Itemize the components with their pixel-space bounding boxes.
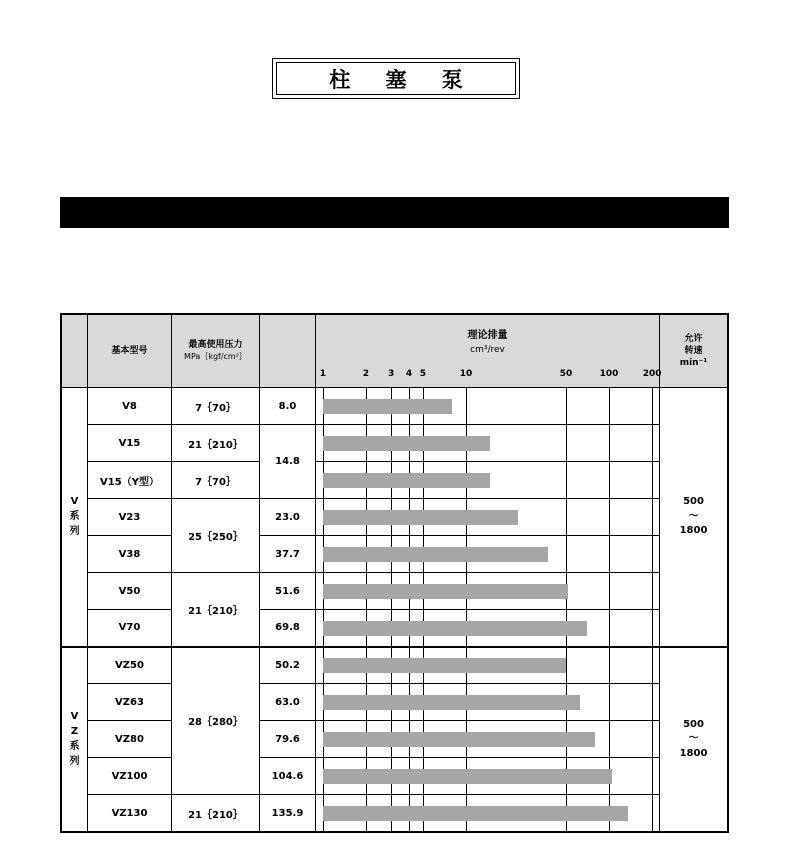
chart-gridline <box>652 462 653 498</box>
cell-displacement: 69.8 <box>260 610 316 647</box>
cell-displacement: 23.0 <box>260 499 316 536</box>
chart-header-inner <box>316 323 662 379</box>
chart-bar <box>323 658 566 673</box>
header-pressure <box>172 315 260 388</box>
chart-bar <box>323 436 490 451</box>
cell-chart-bar <box>316 499 660 536</box>
cell-chart-bar <box>316 462 660 499</box>
chart-gridline <box>566 536 567 572</box>
table-header-row <box>62 315 728 388</box>
header-chart <box>316 315 660 388</box>
chart-gridline <box>652 721 653 757</box>
chart-gridline <box>609 388 610 424</box>
cell-displacement: 14.8 <box>260 425 316 499</box>
cell-speed-range: 500 〜 1800 <box>660 647 728 832</box>
axis-tick-label: 50 <box>559 369 573 379</box>
table-row <box>62 795 728 832</box>
axis-tick-label: 200 <box>642 369 662 379</box>
chart-bar <box>323 399 452 414</box>
table-body <box>62 315 728 832</box>
cell-chart-bar <box>316 425 660 462</box>
chart-title: 理论排量 cm³/rev <box>467 330 508 355</box>
cell-pressure: 21｛210｝ <box>172 425 260 462</box>
cell-pressure: 28｛280｝ <box>172 647 260 795</box>
axis-tick-label: 3 <box>387 369 395 379</box>
chart-gridline <box>609 610 610 646</box>
chart-axis <box>316 365 662 379</box>
chart-bar <box>323 806 628 821</box>
table-row <box>62 536 728 573</box>
chart-gridline <box>609 425 610 461</box>
specification-table <box>60 313 729 833</box>
cell-chart-bar <box>316 388 660 425</box>
chart-gridline <box>566 425 567 461</box>
cell-model: V23 <box>88 499 172 536</box>
cell-displacement: 51.6 <box>260 573 316 610</box>
cell-displacement: 135.9 <box>260 795 316 832</box>
table-row <box>62 462 728 499</box>
cell-chart-bar <box>316 610 660 647</box>
table-row <box>62 721 728 758</box>
header-model-label: 基本型号 <box>111 345 148 356</box>
table-row <box>62 388 728 425</box>
cell-displacement: 37.7 <box>260 536 316 573</box>
cell-displacement: 8.0 <box>260 388 316 425</box>
axis-tick-label: 100 <box>599 369 619 379</box>
cell-model: V38 <box>88 536 172 573</box>
chart-gridline <box>609 462 610 498</box>
cell-chart-bar <box>316 573 660 610</box>
chart-gridline <box>652 425 653 461</box>
cell-model: VZ80 <box>88 721 172 758</box>
chart-gridline <box>566 462 567 498</box>
header-series <box>62 315 88 388</box>
axis-tick-label: 10 <box>459 369 473 379</box>
cell-pressure: 21｛210｝ <box>172 573 260 647</box>
chart-gridline <box>609 536 610 572</box>
table-row <box>62 573 728 610</box>
table-row <box>62 610 728 647</box>
table-row <box>62 647 728 684</box>
chart-gridline <box>652 795 653 831</box>
section-black-bar <box>60 197 729 228</box>
cell-model: VZ50 <box>88 647 172 684</box>
chart-bar <box>323 510 518 525</box>
chart-bar <box>323 621 587 636</box>
cell-displacement: 50.2 <box>260 647 316 684</box>
chart-gridline <box>652 684 653 720</box>
chart-bar <box>323 732 595 747</box>
document-title-box <box>272 58 520 99</box>
cell-chart-bar <box>316 758 660 795</box>
chart-gridline <box>609 684 610 720</box>
cell-pressure: 7｛70｝ <box>172 388 260 425</box>
header-speed <box>660 315 728 388</box>
cell-model: V70 <box>88 610 172 647</box>
page-title: 柱 塞 泵 <box>329 67 477 92</box>
header-displacement-value <box>260 315 316 388</box>
chart-unit: cm³/rev <box>470 345 505 355</box>
cell-pressure: 7｛70｝ <box>172 462 260 499</box>
chart-bar <box>323 584 568 599</box>
chart-gridline <box>652 499 653 535</box>
cell-model: VZ63 <box>88 684 172 721</box>
cell-model: V50 <box>88 573 172 610</box>
chart-gridline <box>609 721 610 757</box>
table-row <box>62 499 728 536</box>
cell-model: V8 <box>88 388 172 425</box>
table-row <box>62 425 728 462</box>
cell-displacement: 63.0 <box>260 684 316 721</box>
table-row <box>62 684 728 721</box>
cell-pressure: 21｛210｝ <box>172 795 260 832</box>
cell-chart-bar <box>316 647 660 684</box>
cell-model: VZ130 <box>88 795 172 832</box>
document-title-inner-border <box>276 62 516 95</box>
axis-tick-label: 4 <box>405 369 413 379</box>
table-row <box>62 758 728 795</box>
axis-tick-label: 5 <box>419 369 427 379</box>
chart-gridline <box>652 648 653 684</box>
chart-gridline <box>652 536 653 572</box>
cell-displacement: 104.6 <box>260 758 316 795</box>
header-model <box>88 315 172 388</box>
cell-model: V15 <box>88 425 172 462</box>
chart-gridline <box>609 499 610 535</box>
cell-speed-range: 500 〜 1800 <box>660 388 728 647</box>
chart-bar <box>323 547 549 562</box>
header-speed-label: 允许 转速 min⁻¹ <box>679 333 708 369</box>
chart-gridline <box>566 388 567 424</box>
chart-gridline <box>652 610 653 646</box>
chart-gridline <box>609 573 610 609</box>
cell-pressure: 25｛250｝ <box>172 499 260 573</box>
chart-gridline <box>652 388 653 424</box>
header-pressure-label: 最高使用压力 MPa｛kgf/cm²｝ <box>184 339 247 361</box>
cell-displacement: 79.6 <box>260 721 316 758</box>
series-group-label: V Z 系 列 <box>62 647 88 832</box>
chart-gridline <box>566 499 567 535</box>
cell-chart-bar <box>316 795 660 832</box>
chart-bar <box>323 695 580 710</box>
chart-gridline <box>466 388 467 424</box>
cell-chart-bar <box>316 721 660 758</box>
chart-bar <box>323 769 612 784</box>
cell-chart-bar <box>316 536 660 573</box>
chart-gridline <box>652 758 653 794</box>
chart-gridline <box>609 648 610 684</box>
cell-model: VZ100 <box>88 758 172 795</box>
axis-tick-label: 1 <box>319 369 326 379</box>
axis-tick-label: 2 <box>362 369 370 379</box>
cell-chart-bar <box>316 684 660 721</box>
chart-bar <box>323 473 490 488</box>
chart-gridline <box>652 573 653 609</box>
series-group-label: V 系 列 <box>62 388 88 647</box>
cell-model: V15（Y型） <box>88 462 172 499</box>
